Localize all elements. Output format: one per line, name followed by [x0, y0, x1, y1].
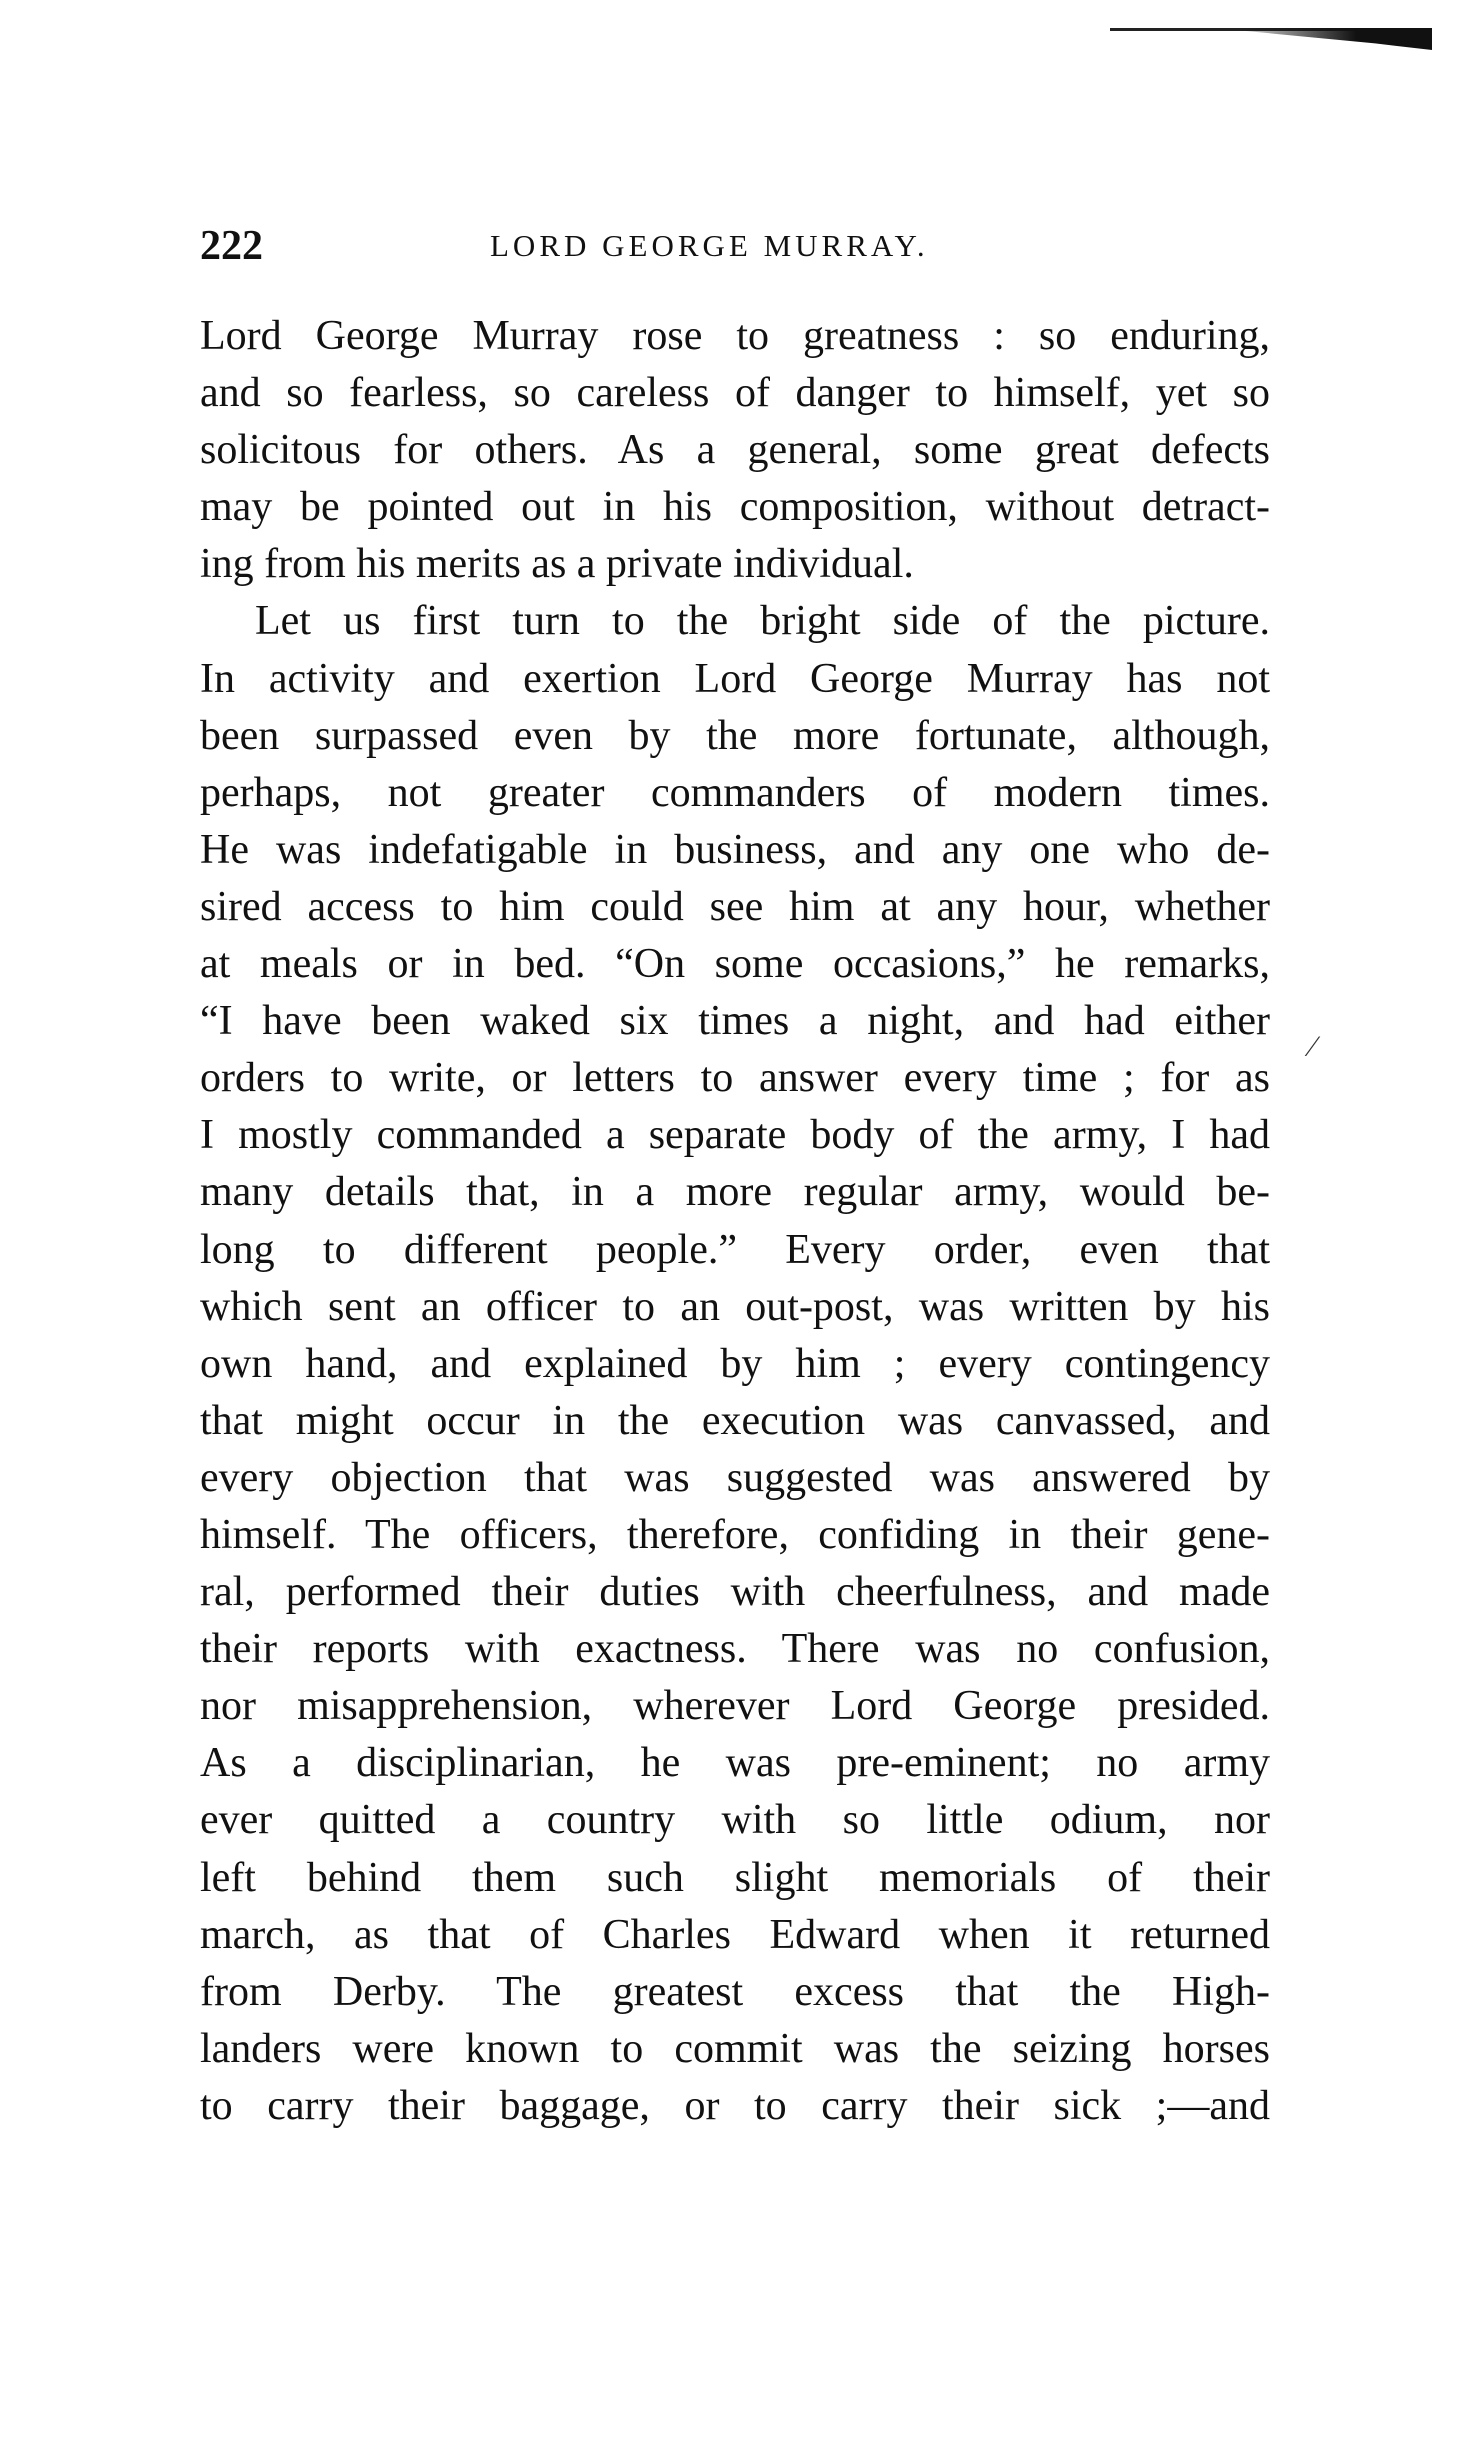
text-line: “I have been waked six times a night, and had either [200, 998, 1270, 1045]
text-line: ral, performed their duties with cheerfulness, and made [200, 1569, 1270, 1616]
text-line: march, as that of Charles Edward when it returned [200, 1911, 1270, 1958]
text-line: I mostly commanded a separate body of the army, I had [200, 1112, 1270, 1159]
thick-rule [1242, 28, 1432, 50]
text-line: perhaps, not greater commanders of modern times. [200, 769, 1270, 816]
text-line: from Derby. The greatest excess that the High- [200, 1968, 1270, 2015]
text-line: left behind them such slight memorials of their [200, 1854, 1270, 1901]
text-line: may be pointed out in his composition, without detract- [200, 484, 1270, 531]
text-line: their reports with exactness. There was no confusion, [200, 1626, 1270, 1673]
text-line: that might occur in the execution was canvassed, and [200, 1397, 1270, 1444]
text-line: Lord George Murray rose to greatness : so enduring, [200, 313, 1270, 359]
page-number: 222 [200, 223, 263, 269]
text-line: solicitous for others. As a general, some great defects [200, 427, 1270, 474]
text-line: which sent an officer to an out-post, was written by his [200, 1283, 1270, 1330]
text-line: orders to write, or letters to answer every time ; for as [200, 1055, 1270, 1102]
body-text [200, 308, 1270, 2135]
text-line: landers were known to commit was the seizing horses [200, 2025, 1270, 2072]
text-line: to carry their baggage, or to carry their sick ;—and [200, 2082, 1270, 2129]
text-line: ever quitted a country with so little odium, nor [200, 1797, 1270, 1844]
text-line: himself. The officers, therefore, confiding in their gene- [200, 1511, 1270, 1558]
text-line: Let us first turn to the bright side of the picture. [255, 598, 1270, 645]
text-line: As a disciplinarian, he was pre-eminent; no army [200, 1740, 1270, 1787]
scan-edge-rule [1110, 28, 1432, 48]
text-line: He was indefatigable in business, and any one who de- [200, 826, 1270, 873]
text-line: and so fearless, so careless of danger to himself, yet so [200, 370, 1270, 417]
text-line: ing from his merits as a private individual. [200, 541, 914, 588]
page-header [200, 222, 1270, 272]
running-title: LORD GEORGE MURRAY. [490, 228, 929, 263]
margin-mark: ⁄ [1310, 1030, 1316, 1063]
text-line: every objection that was suggested was answered by [200, 1454, 1270, 1501]
text-line: long to different people.” Every order, even that [200, 1226, 1270, 1273]
text-line: at meals or in bed. “On some occasions,” he remarks, [200, 941, 1270, 988]
text-line: sired access to him could see him at any hour, whether [200, 883, 1270, 930]
text-line: own hand, and explained by him ; every contingency [200, 1340, 1270, 1387]
text-line: In activity and exertion Lord George Murray has not [200, 655, 1270, 702]
text-line: been surpassed even by the more fortunate, although, [200, 712, 1270, 759]
text-line: many details that, in a more regular army, would be- [200, 1169, 1270, 1216]
text-line: nor misapprehension, wherever Lord George presided. [200, 1683, 1270, 1730]
